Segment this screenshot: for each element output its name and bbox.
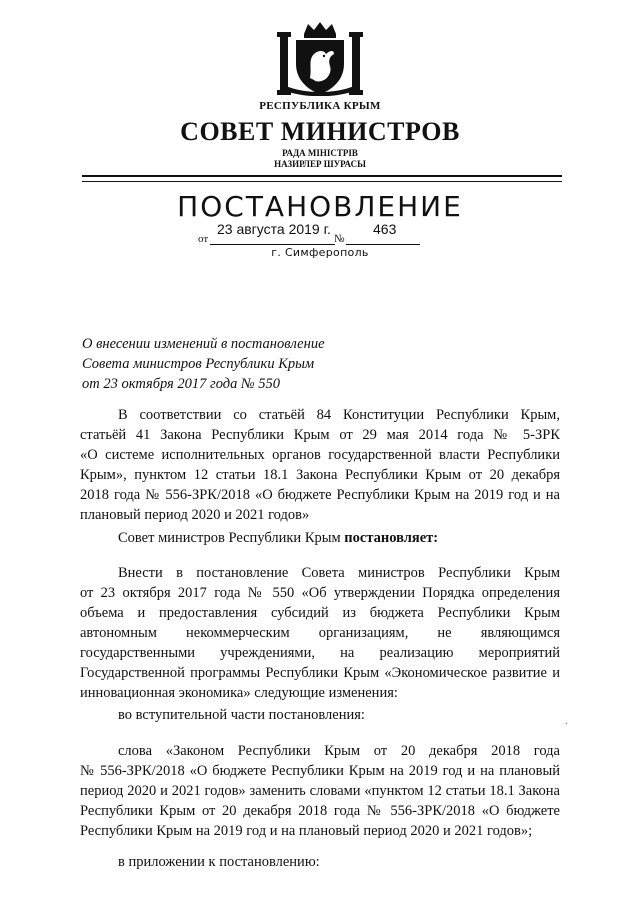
subject-heading bbox=[82, 334, 325, 394]
words-line: № 556-ЗРК/2018 «О бюджете Республики Крым на 2019 год и на плановый bbox=[80, 763, 560, 779]
council-title-ukrainian: РАДА МІНІСТРІВ bbox=[282, 148, 358, 158]
resolves-text: Совет министров Республики Крым bbox=[118, 530, 345, 546]
amend-line: от 23 октября 2017 года № 550 «Об утверждении Порядка определения bbox=[80, 585, 560, 601]
amend-line: инновационная экономика» следующие изменения: bbox=[80, 685, 398, 701]
decree-number: 463 bbox=[373, 221, 397, 237]
header-rule-thick bbox=[82, 175, 562, 177]
intro-part-line: во вступительной части постановления: bbox=[118, 707, 365, 723]
subject-line: Совета министров Республики Крым bbox=[82, 356, 315, 372]
amend-line: государственными учреждениями, на реализацию мероприятий bbox=[80, 645, 560, 661]
amend-line: Внести в постановление Совета министров Республики Крым bbox=[118, 565, 560, 581]
scan-speck: . bbox=[565, 716, 568, 727]
preamble-line: плановый период 2020 и 2021 годов» bbox=[80, 507, 310, 523]
preamble-line: В соответствии со статьёй 84 Конституции Республики Крым, bbox=[118, 407, 560, 423]
words-line: слова «Законом Республики Крым от 20 декабря 2018 года bbox=[118, 743, 560, 759]
republic-name: РЕСПУБЛИКА КРЫМ bbox=[259, 100, 381, 112]
resolves-line bbox=[118, 528, 560, 548]
coat-of-arms-icon bbox=[274, 20, 366, 96]
subject-line: О внесении изменений в постановление bbox=[82, 336, 325, 352]
appendix-line: в приложении к постановлению: bbox=[118, 854, 320, 870]
council-title-crimean-tatar: НАЗИРЛЕР ШУРАСЫ bbox=[274, 159, 366, 169]
council-title: СОВЕТ МИНИСТРОВ bbox=[180, 117, 460, 146]
date-label: от bbox=[198, 233, 209, 245]
words-line: Республики Крым на 2019 год и на плановый период 2020 и 2021 годов»; bbox=[80, 823, 533, 839]
amend-line: автономным некоммерческим организациям, не являющимся bbox=[80, 625, 560, 641]
resolves-keyword: постановляет: bbox=[344, 530, 439, 546]
date-underline bbox=[210, 244, 335, 245]
number-underline bbox=[346, 244, 420, 245]
preamble-line: статьёй 41 Закона Республики Крым от 29 мая 2014 года № 5-ЗРК bbox=[80, 427, 560, 443]
decree-title: ПОСТАНОВЛЕНИЕ bbox=[177, 190, 463, 223]
words-line: Республики Крым от 20 декабря 2018 года № 556-ЗРК/2018 «О бюджете bbox=[80, 803, 560, 819]
amend-line: Государственной программы Республики Крым «Экономическое развитие и bbox=[80, 665, 560, 681]
words-line: период 2020 и 2021 годов» заменить словами «пунктом 12 статьи 18.1 Закона bbox=[80, 783, 560, 799]
header-rule-thin bbox=[82, 181, 562, 182]
subject-line: от 23 октября 2017 года № 550 bbox=[82, 376, 281, 392]
number-label: № bbox=[334, 233, 345, 245]
preamble-line: Крым», пунктом 12 статьи 18.1 Закона Республики Крым от 20 декабря bbox=[80, 467, 560, 483]
decree-date: 23 августа 2019 г. bbox=[217, 221, 331, 237]
preamble-line: 2018 года № 556-ЗРК/2018 «О бюджете Республики Крым на 2019 год и на bbox=[80, 487, 560, 503]
city: г. Симферополь bbox=[271, 246, 369, 259]
amend-line: объема и предоставления субсидий из бюджета Республики Крым bbox=[80, 605, 560, 621]
preamble-line: «О системе исполнительных органов государственной власти Республики bbox=[80, 447, 560, 463]
